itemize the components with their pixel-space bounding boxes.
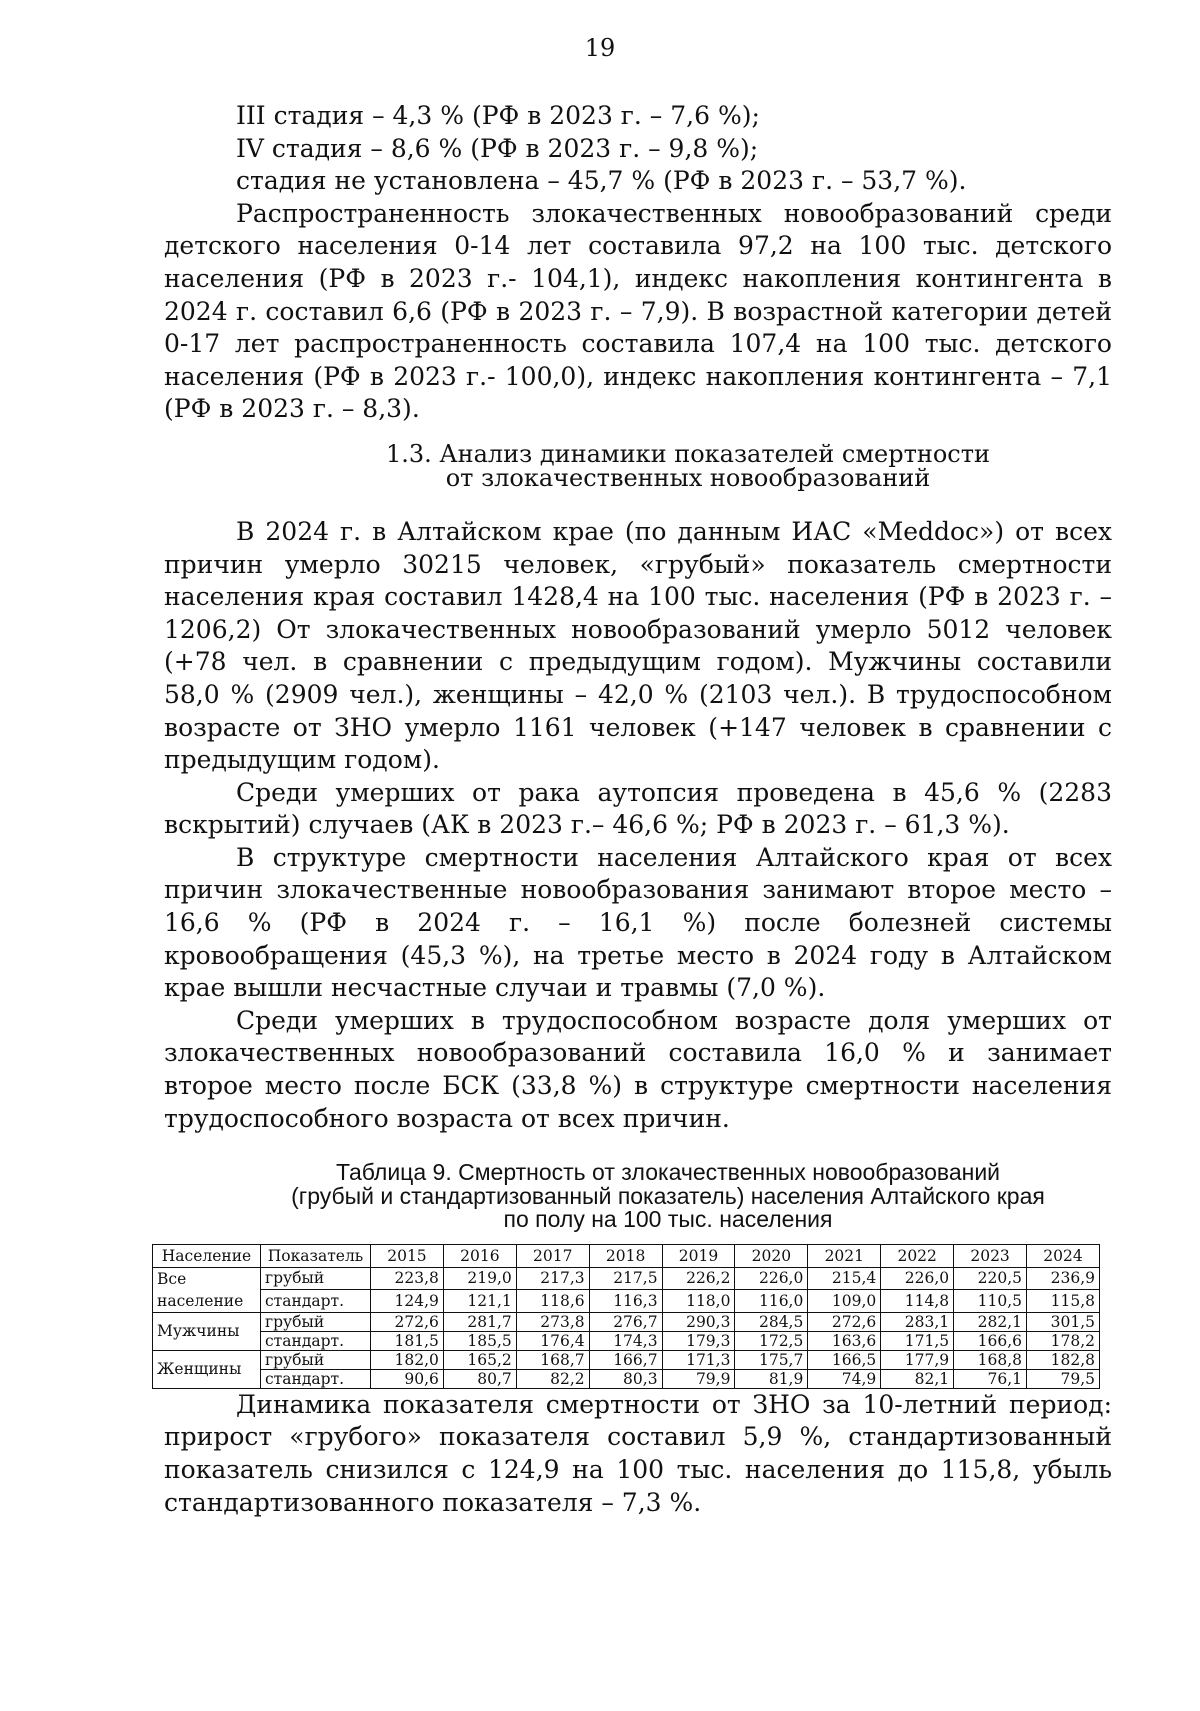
stage-line: III стадия – 4,3 % (РФ в 2023 г. – 7,6 %); [236,101,760,130]
value-cell: 82,2 [516,1369,589,1388]
table-caption-line: (грубый и стандартизованный показатель) населения Алтайского края [291,1182,1045,1209]
paragraph-children-prevalence: Распространенность злокачественных новообразований среди детского населения 0-14 лет составила 97,2 на 100 тыс. детского населения (РФ в 2023 г.- 104,1), индекс накопления контингента в 2024 г. составил 6,6 (РФ в 2023 г. – 7,9). В возрастной категории детей 0-17 лет распространенность составила 107,4 на 100 тыс. детского населения (РФ в 2023 г.- 100,0), индекс накопления контингента – 7,1 (РФ в 2023 г. – 8,3). [164,198,1112,424]
value-cell: 283,1 [881,1312,954,1331]
column-header: 2015 [371,1244,444,1267]
value-cell: 79,5 [1027,1369,1100,1388]
value-cell: 178,2 [1027,1331,1100,1350]
value-cell: 273,8 [516,1312,589,1331]
paragraph: Среди умерших в трудоспособном возрасте доля умерших от злокачественных новообразований составила 16,0 % и занимает второе место после БСК (33,8 %) в структуре смертности населения трудоспособного возраста от всех причин. [164,1005,1112,1133]
value-cell: 272,6 [371,1312,444,1331]
column-header: 2016 [443,1244,516,1267]
value-cell: 217,3 [516,1267,589,1290]
column-header: 2017 [516,1244,589,1267]
table-row [153,1369,1100,1388]
value-cell: 168,8 [954,1350,1027,1369]
value-cell: 220,5 [954,1267,1027,1290]
column-header: 2021 [808,1244,881,1267]
metric-cell: грубый [261,1312,371,1331]
metric-cell: стандарт. [261,1369,371,1388]
value-cell: 90,6 [371,1369,444,1388]
value-cell: 215,4 [808,1267,881,1290]
value-cell: 182,0 [371,1350,444,1369]
population-group-cell: Женщины [153,1350,261,1388]
table-body [153,1267,1100,1388]
value-cell: 80,7 [443,1369,516,1388]
column-header: 2020 [735,1244,808,1267]
value-cell: 174,3 [589,1331,662,1350]
value-cell: 223,8 [371,1267,444,1290]
value-cell: 168,7 [516,1350,589,1369]
value-cell: 179,3 [662,1331,735,1350]
value-cell: 301,5 [1027,1312,1100,1331]
value-cell: 166,7 [589,1350,662,1369]
value-cell: 166,5 [808,1350,881,1369]
value-cell: 185,5 [443,1331,516,1350]
value-cell: 181,5 [371,1331,444,1350]
value-cell: 165,2 [443,1350,516,1369]
column-header: 2023 [954,1244,1027,1267]
table-caption [164,1161,1112,1232]
column-header: Показатель [261,1244,371,1267]
value-cell: 115,8 [1027,1290,1100,1313]
value-cell: 79,9 [662,1369,735,1388]
table-row [153,1331,1100,1350]
column-header: 2022 [881,1244,954,1267]
value-cell: 118,6 [516,1290,589,1313]
value-cell: 82,1 [881,1369,954,1388]
value-cell: 276,7 [589,1312,662,1331]
section-heading-line: от злокачественных новообразований [445,463,931,492]
table-row [153,1290,1100,1313]
stage-line: IV стадия – 8,6 % (РФ в 2023 г. – 9,8 %); [236,133,759,163]
table-header-row [153,1244,1100,1267]
value-cell: 124,9 [371,1290,444,1313]
population-group-cell: Мужчины [153,1312,261,1350]
value-cell: 110,5 [954,1290,1027,1313]
paragraph: В 2024 г. в Алтайском крае (по данным ИАС «Meddoc») от всех причин умерло 30215 человек, «грубый» показатель смертности населения края составил 1428,4 на 100 тыс. населения (РФ в 2023 г. – 1206,2) От злокачественных новообразований умерло 5012 человек (+78 чел. в сравнении с предыдущим годом). Мужчины составили 58,0 % (2909 чел.), женщины – 42,0 % (2103 чел.). В трудоспособном возрасте от ЗНО умерло 1161 человек (+147 человек в сравнении с предыдущим годом). [164,516,1112,775]
stage-line: стадия не установлена – 45,7 % (РФ в 2023 г. – 53,7 %). [236,166,967,196]
value-cell: 217,5 [589,1267,662,1290]
value-cell: 226,0 [735,1267,808,1290]
metric-cell: грубый [261,1267,371,1290]
column-header: Население [153,1244,261,1267]
closing-paragraph: Динамика показателя смертности от ЗНО за 10-летний период: прирост «грубого» показателя составил 5,9 %, стандартизованный показатель снизился с 124,9 на 100 тыс. населения до 115,8, убыль стандартизованного показателя – 7,3 %. [164,1389,1112,1517]
metric-cell: грубый [261,1350,371,1369]
value-cell: 284,5 [735,1312,808,1331]
value-cell: 172,5 [735,1331,808,1350]
column-header: 2018 [589,1244,662,1267]
table-caption-line: по полу на 100 тыс. населения [503,1206,833,1233]
value-cell: 116,3 [589,1290,662,1313]
paragraph: Среди умерших от рака аутопсия проведена в 45,6 % (2283 вскрытий) случаев (АК в 2023 г.– 46,6 %; РФ в 2023 г. – 61,3 %). [164,777,1112,840]
column-header: 2024 [1027,1244,1100,1267]
value-cell: 177,9 [881,1350,954,1369]
page-number: 19 [584,34,616,62]
section-heading [164,439,1112,492]
metric-cell: стандарт. [261,1290,371,1313]
value-cell: 121,1 [443,1290,516,1313]
value-cell: 226,2 [662,1267,735,1290]
value-cell: 74,9 [808,1369,881,1388]
table-row [153,1267,1100,1290]
value-cell: 171,5 [881,1331,954,1350]
value-cell: 118,0 [662,1290,735,1313]
value-cell: 114,8 [881,1290,954,1313]
value-cell: 281,7 [443,1312,516,1331]
table-caption-line: Таблица 9. Смертность от злокачественных новообразований [335,1159,1001,1186]
paragraph: В структуре смертности населения Алтайского края от всех причин злокачественные новообразования занимают второе место – 16,6 % (РФ в 2024 г. – 16,1 %) после болезней системы кровообращения (45,3 %), на третье место в 2024 году в Алтайском крае вышли несчастные случаи и травмы (7,0 %). [164,842,1112,1003]
metric-cell: стандарт. [261,1331,371,1350]
value-cell: 76,1 [954,1369,1027,1388]
value-cell: 176,4 [516,1331,589,1350]
table-row [153,1350,1100,1369]
value-cell: 182,8 [1027,1350,1100,1369]
table-row [153,1312,1100,1331]
value-cell: 116,0 [735,1290,808,1313]
value-cell: 219,0 [443,1267,516,1290]
value-cell: 236,9 [1027,1267,1100,1290]
section-heading-line: 1.3. Анализ динамики показателей смертности [385,439,991,468]
value-cell: 166,6 [954,1331,1027,1350]
mortality-table [152,1244,1100,1389]
value-cell: 272,6 [808,1312,881,1331]
value-cell: 290,3 [662,1312,735,1331]
value-cell: 163,6 [808,1331,881,1350]
value-cell: 171,3 [662,1350,735,1369]
value-cell: 80,3 [589,1369,662,1388]
value-cell: 226,0 [881,1267,954,1290]
column-header: 2019 [662,1244,735,1267]
population-group-cell: Все население [153,1267,261,1312]
value-cell: 282,1 [954,1312,1027,1331]
document-body [157,100,1112,1519]
value-cell: 175,7 [735,1350,808,1369]
value-cell: 81,9 [735,1369,808,1388]
value-cell: 109,0 [808,1290,881,1313]
